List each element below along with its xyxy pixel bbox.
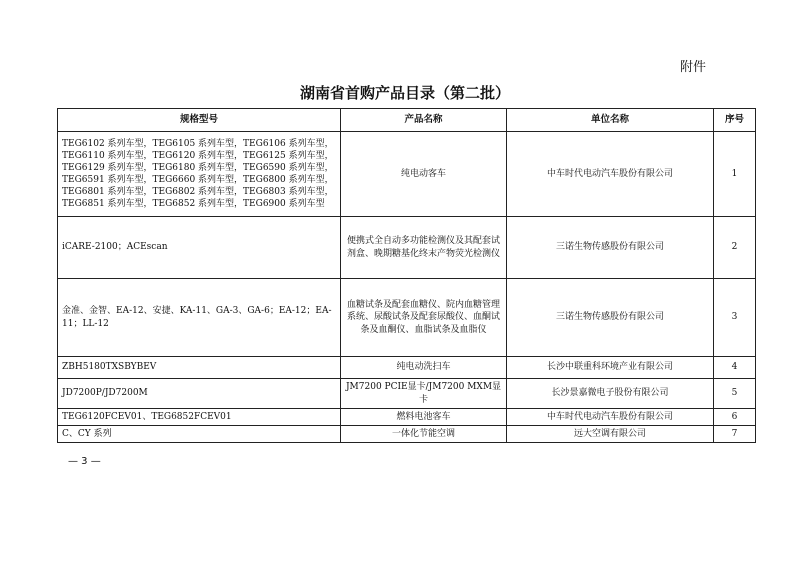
- cell-company: 三诺生物传感股份有限公司: [507, 279, 714, 357]
- table-row: [58, 379, 756, 409]
- cell-company: 远大空调有限公司: [507, 426, 714, 443]
- cell-spec: 金准、金智、EA-12、安捷、KA-11、GA-3、GA-6；EA-12；EA-11；LL-12: [58, 279, 341, 357]
- cell-spec: JD7200P/JD7200M: [58, 379, 341, 409]
- table-row: [58, 132, 756, 217]
- table-row: [58, 409, 756, 426]
- cell-no: 1: [714, 132, 756, 217]
- cell-product: JM7200 PCIE显卡/JM7200 MXM显卡: [341, 379, 507, 409]
- table-row: [58, 217, 756, 279]
- annex-label: 附件: [680, 60, 707, 75]
- document-title: 湖南省首购产品目录（第二批）: [299, 84, 510, 102]
- product-catalog-table: [57, 108, 756, 443]
- table-header-row: [58, 109, 756, 132]
- table-row: [58, 426, 756, 443]
- cell-no: 7: [714, 426, 756, 443]
- cell-company: 中车时代电动汽车股份有限公司: [507, 409, 714, 426]
- column-header-product: 产品名称: [341, 109, 507, 132]
- page-number: — 3 —: [68, 456, 101, 467]
- column-header-company: 单位名称: [507, 109, 714, 132]
- cell-no: 2: [714, 217, 756, 279]
- column-header-no: 序号: [714, 109, 756, 132]
- cell-company: 长沙景嘉微电子股份有限公司: [507, 379, 714, 409]
- cell-company: 三诺生物传感股份有限公司: [507, 217, 714, 279]
- cell-spec: iCARE-2100；ACEscan: [58, 217, 341, 279]
- column-header-spec: 规格型号: [58, 109, 341, 132]
- cell-spec: TEG6102 系列车型，TEG6105 系列车型，TEG6106 系列车型，TEG6110 系列车型，TEG6120 系列车型，TEG6125 系列车型，TEG6129 系列车型，TEG6180 系列车型，TEG6590 系列车型，TEG6591 系列车型，TEG6660 系列车型，TEG6800 系列车型，TEG6801 系列车型，TEG6802 系列车型，TEG6803 系列车型，TEG6851 系列车型，TEG6852 系列车型，TEG6900 系列车型: [58, 132, 341, 217]
- cell-company: 长沙中联重科环境产业有限公司: [507, 357, 714, 379]
- cell-no: 5: [714, 379, 756, 409]
- cell-product: 便携式全自动多功能检测仪及其配套试剂盒、晚期糖基化终末产物荧光检测仪: [341, 217, 507, 279]
- table-row: [58, 357, 756, 379]
- table-row: [58, 279, 756, 357]
- cell-product: 一体化节能空调: [341, 426, 507, 443]
- cell-no: 4: [714, 357, 756, 379]
- cell-spec: TEG6120FCEV01、TEG6852FCEV01: [58, 409, 341, 426]
- cell-product: 纯电动客车: [341, 132, 507, 217]
- cell-product: 燃料电池客车: [341, 409, 507, 426]
- cell-product: 血糖试条及配套血糖仪、院内血糖管理系统、尿酸试条及配套尿酸仪、血酮试条及血酮仪、血脂试条及血脂仪: [341, 279, 507, 357]
- cell-no: 3: [714, 279, 756, 357]
- cell-spec: ZBH5180TXSBYBEV: [58, 357, 341, 379]
- cell-spec: C、CY 系列: [58, 426, 341, 443]
- cell-company: 中车时代电动汽车股份有限公司: [507, 132, 714, 217]
- cell-product: 纯电动洗扫车: [341, 357, 507, 379]
- cell-no: 6: [714, 409, 756, 426]
